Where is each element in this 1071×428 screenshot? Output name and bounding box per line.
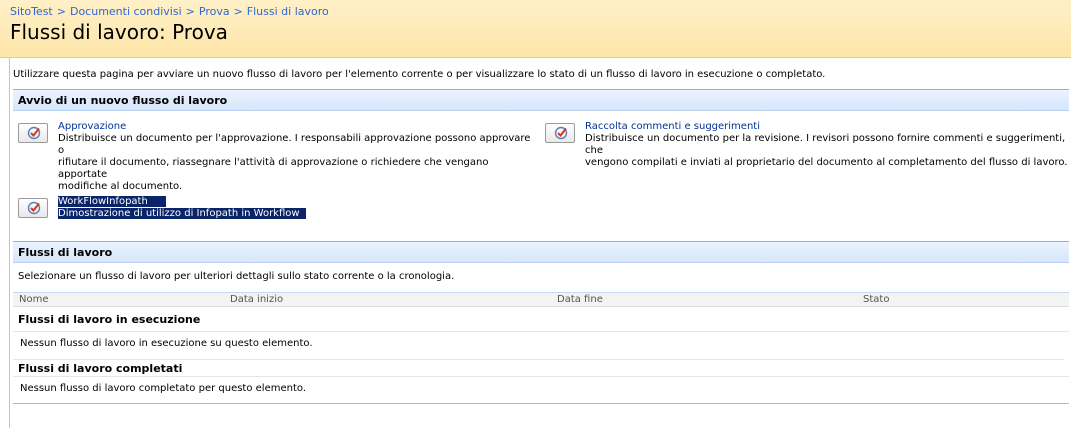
workflow-description: [585, 133, 1069, 169]
column-header-name[interactable]: Nome: [19, 294, 49, 305]
breadcrumb-link-item[interactable]: Prova: [198, 5, 230, 18]
workflow-description-line: Distribuisce un documento per l'approvazione. I responsabili approvazione possono approvare o: [58, 133, 531, 156]
workflow-description-line: Distribuisce un documento per la revisione. I revisori possono fornire commenti e suggerimenti, che: [585, 133, 1066, 156]
breadcrumb-separator: >: [233, 5, 243, 18]
workflow-link-workflowinfopath[interactable]: WorkFlowInfopath: [58, 196, 166, 207]
breadcrumb-link-site[interactable]: SitoTest: [10, 5, 53, 18]
workflow-link-approvazione[interactable]: Approvazione: [58, 121, 127, 132]
workflow-item-raccolta-commenti[interactable]: [545, 121, 1069, 168]
title-area: [0, 0, 1071, 58]
workflow-description-line: Dimostrazione di utilizzo di Infopath in Workflow: [58, 208, 306, 219]
workflow-icon[interactable]: [545, 123, 575, 143]
breadcrumb-current: Flussi di lavoro: [246, 5, 329, 18]
group-title-completed: Flussi di lavoro completati: [13, 359, 1064, 375]
workflow-description-line: modifiche al documento.: [58, 181, 183, 192]
left-border: [9, 58, 10, 428]
breadcrumb: [10, 5, 329, 18]
intro-text: Utilizzare questa pagina per avviare un nuovo flusso di lavoro per l'elemento corrente o per visualizzare lo stato di un flusso di lavoro in esecuzione o completato.: [13, 69, 826, 80]
running-empty-row: Nessun flusso di lavoro in esecuzione su questo elemento.: [13, 331, 1069, 353]
breadcrumb-separator: >: [56, 5, 66, 18]
workflow-description-line: rifiutare il documento, riassegnare l'attività di approvazione o richiedere che vengano apportate: [58, 157, 489, 180]
workflows-table-header: [13, 292, 1069, 307]
completed-empty-row: Nessun flusso di lavoro completato per questo elemento.: [13, 376, 1069, 398]
page-title: Flussi di lavoro: Prova: [10, 20, 228, 44]
column-header-start-date[interactable]: Data inizio: [230, 294, 284, 305]
section-header-start-workflow: Avvio di un nuovo flusso di lavoro: [13, 89, 1069, 111]
section-header-workflows: Flussi di lavoro: [13, 241, 1069, 263]
workflow-description-line: vengono compilati e inviati al proprietario del documento al completamento del flusso di lavoro.: [585, 157, 1068, 168]
group-title-running: Flussi di lavoro in esecuzione: [18, 313, 201, 326]
workflow-item-approvazione[interactable]: [18, 121, 538, 192]
column-header-status[interactable]: Stato: [863, 294, 890, 305]
bottom-divider: [13, 403, 1069, 404]
breadcrumb-link-library[interactable]: Documenti condivisi: [69, 5, 182, 18]
workflow-link-raccolta-commenti[interactable]: Raccolta commenti e suggerimenti: [585, 121, 760, 132]
workflow-description: [58, 133, 538, 193]
workflow-icon[interactable]: [18, 123, 48, 143]
breadcrumb-separator: >: [185, 5, 195, 18]
workflow-description: [58, 208, 306, 220]
workflow-icon[interactable]: [18, 198, 48, 218]
workflows-help-text: Selezionare un flusso di lavoro per ulteriori dettagli sullo stato corrente o la cronologia.: [18, 271, 455, 282]
column-header-end-date[interactable]: Data fine: [557, 294, 603, 305]
workflow-item-workflowinfopath[interactable]: [18, 196, 318, 224]
